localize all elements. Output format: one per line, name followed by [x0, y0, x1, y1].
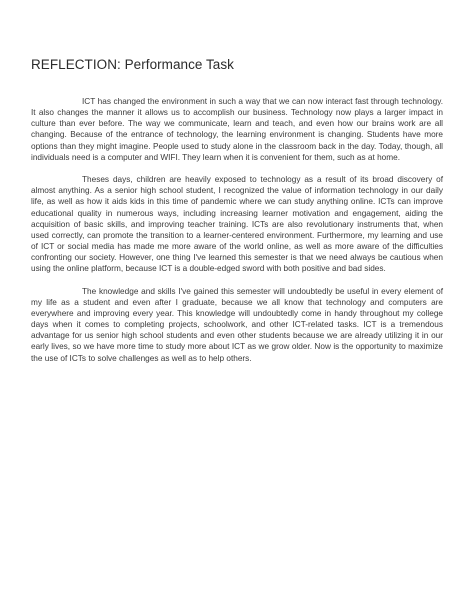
paragraph-2: Theses days, children are heavily exposed to technology as a result of its broad discovery of almost anything. As a senior high school student, I recognized the value of information technology in our daily life, as well as how it aids kids in this time of pandemic where we can study anything online. ICTs can improve educational quality in numerous ways, including increasing learner motivation and engagement, aiding the acquisition of basic skills, and improving teacher training. ICTs are also revolutionary instruments that, when used correctly, can promote the transition to a learner-centered environment. Furthermore, my learning and use of ICT or social media has made me more aware of the world online, as well as more aware of the difficulties confronting our society. However, one thing I've learned this semester is that we need always be cautious when using the online platform, because ICT is a double-edged sword with both positive and bad sides. [31, 175, 443, 274]
document-body [31, 96, 443, 364]
paragraph-1: ICT has changed the environment in such a way that we can now interact fast through technology. It also changes the manner it allows us to accomplish our business. Technology now plays a larger impact in culture than ever before. The way we communicate, learn and teach, and even how our brains work are all changing. Because of the entrance of technology, the learning environment is changing. Students have more options than they might imagine. People used to study alone in the classroom back in the day. Today, though, all individuals need is a computer and WIFI. They learn when it is convenient for them, such as at home. [31, 97, 443, 162]
paragraph-3: The knowledge and skills I've gained this semester will undoubtedly be useful in every element of my life as a student and even after I graduate, because we all know that technology and computers are everywhere and improving every year. This knowledge will undoubtedly come in handy throughout my college days when it comes to completing projects, schoolwork, and other ICT-related tasks. ICT is a tremendous advantage for us senior high school students and even other students because we are already utilizing it in our early lives, so we have more time to study more about ICT as we grow older. Now is the opportunity to maximize the use of ICTs to solve challenges as well as to help others. [31, 286, 443, 363]
page-title: REFLECTION: Performance Task [31, 57, 234, 72]
